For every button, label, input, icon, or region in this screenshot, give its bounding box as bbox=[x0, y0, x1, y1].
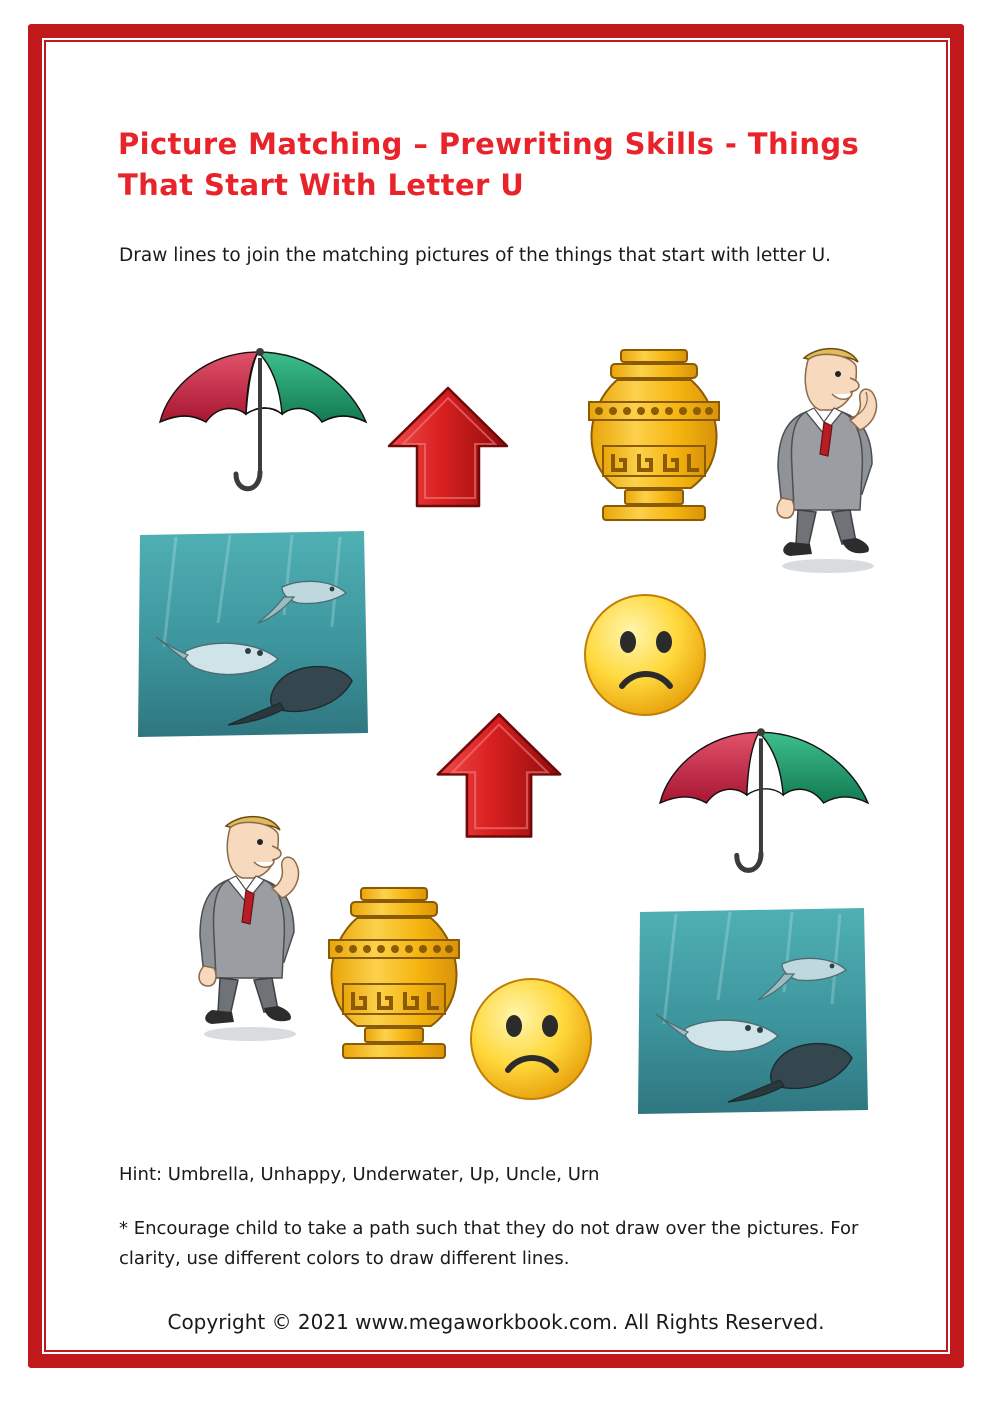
picture-umbrella-2 bbox=[654, 722, 876, 894]
picture-urn-2 bbox=[299, 880, 489, 1080]
urn-bead-row bbox=[595, 407, 713, 415]
smiley-eye-right bbox=[656, 631, 672, 653]
picture-unhappy-1 bbox=[580, 590, 710, 720]
picture-uncle-1 bbox=[746, 338, 906, 578]
uncle-figure bbox=[777, 349, 876, 556]
copyright-text: Copyright © 2021 www.megaworkbook.com. All Rights Reserved. bbox=[167, 1310, 825, 1334]
urn-shape bbox=[589, 350, 719, 520]
hint-text: Hint: Umbrella, Unhappy, Underwater, Up, Uncle, Urn bbox=[119, 1164, 600, 1185]
arrow-shape bbox=[438, 714, 560, 836]
uncle-shadow bbox=[782, 559, 874, 573]
picture-umbrella-1 bbox=[154, 342, 374, 512]
smiley-eye-left bbox=[620, 631, 636, 653]
note-text: * Encourage child to take a path such that they do not draw over the pictures. For clarity, use different colors to draw different lines. bbox=[119, 1218, 859, 1269]
smiley-eye-left bbox=[506, 1015, 522, 1037]
arrow-shape bbox=[389, 388, 507, 506]
smiley-eye-right bbox=[542, 1015, 558, 1037]
picture-underwater-1 bbox=[134, 527, 372, 742]
picture-up-arrow-2 bbox=[429, 706, 569, 851]
instruction-text: Draw lines to join the matching pictures of the things that start with letter U. bbox=[119, 245, 832, 266]
umbrella-canopy bbox=[160, 352, 366, 422]
picture-underwater-2 bbox=[634, 904, 872, 1119]
page-title: Picture Matching – Prewriting Skills - Things That Start With Letter U bbox=[118, 127, 860, 202]
smiley-face bbox=[585, 595, 705, 715]
picture-unhappy-2 bbox=[466, 974, 596, 1104]
picture-urn-1 bbox=[559, 342, 749, 542]
worksheet-content bbox=[46, 42, 946, 1350]
picture-up-arrow-1 bbox=[383, 380, 513, 520]
